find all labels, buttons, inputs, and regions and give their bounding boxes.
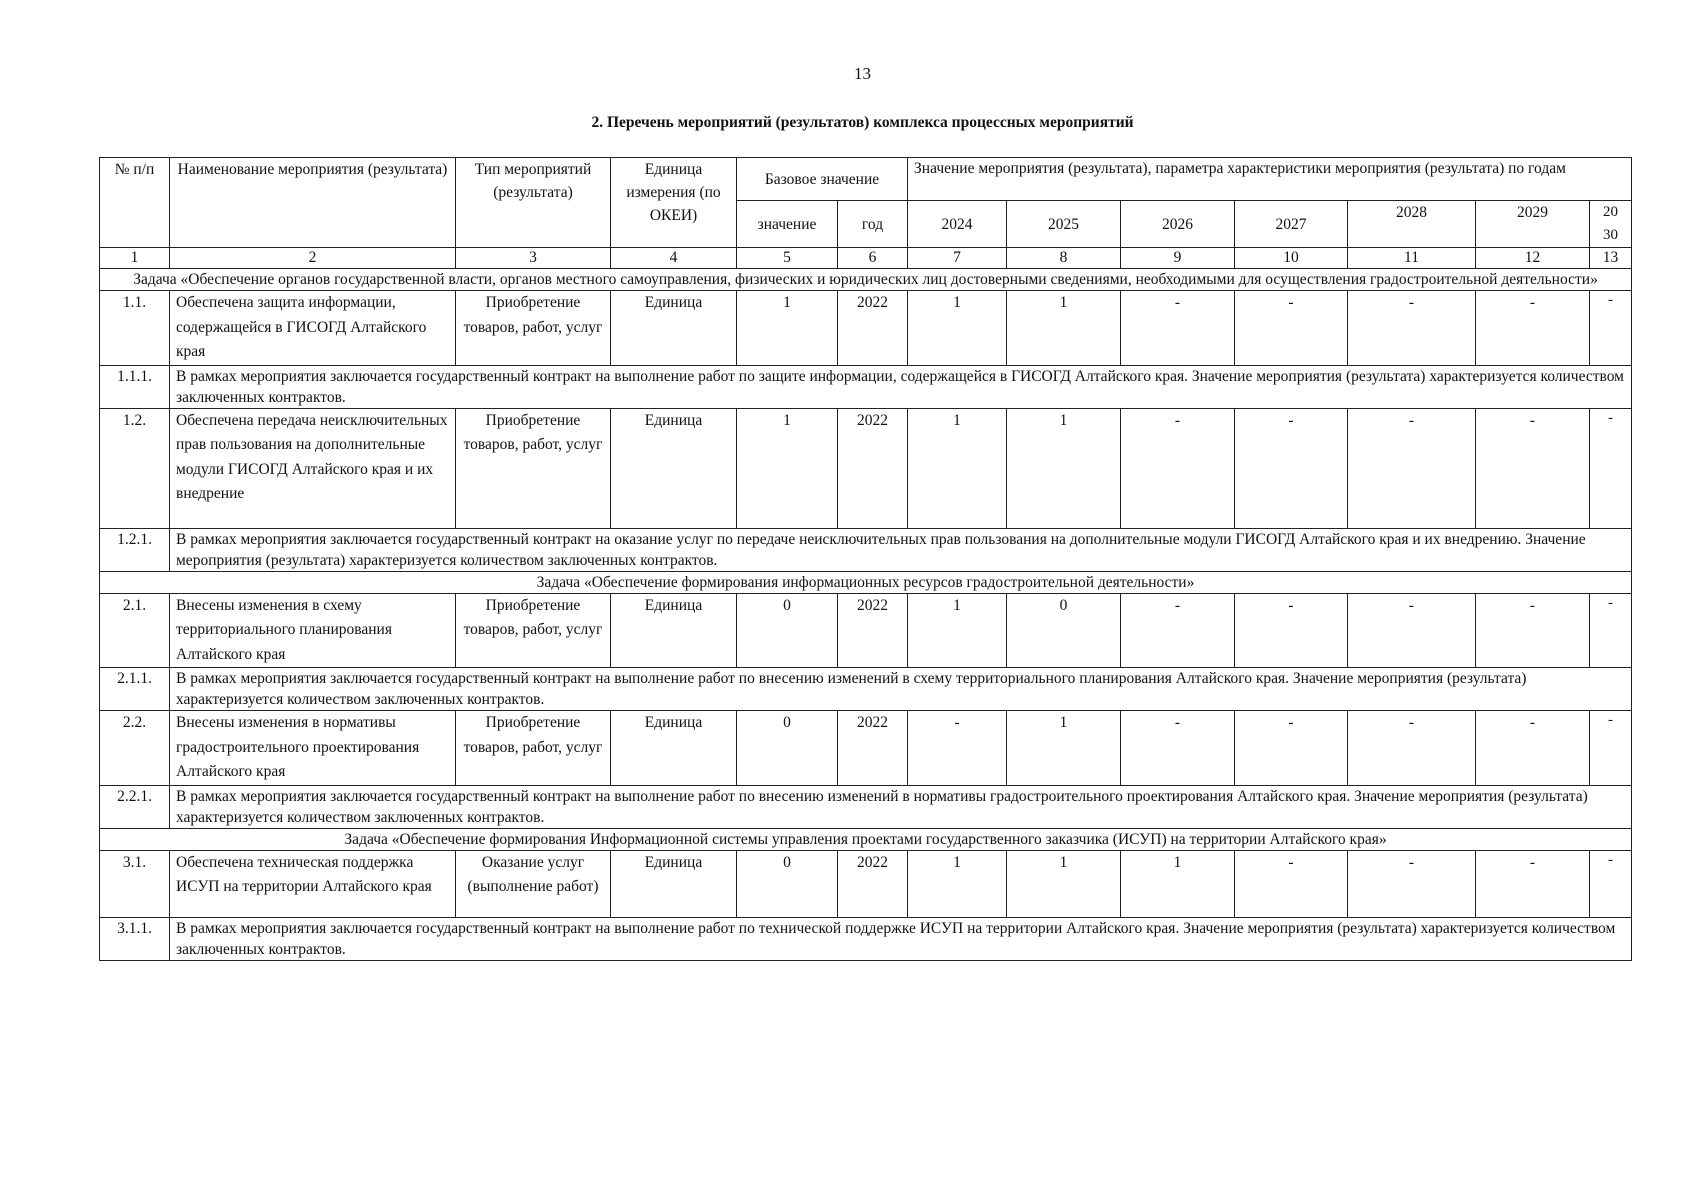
item-base-value: 1 bbox=[737, 291, 838, 366]
col-index: 11 bbox=[1348, 248, 1476, 269]
table-row bbox=[100, 593, 1632, 668]
item-value-2026: - bbox=[1121, 711, 1235, 786]
description-num: 1.1.1. bbox=[100, 365, 170, 408]
header-base-year: год bbox=[838, 201, 908, 248]
item-base-value: 1 bbox=[737, 408, 838, 528]
item-value-2030: - bbox=[1590, 593, 1632, 668]
header-year-2030-bottom: 30 bbox=[1603, 227, 1619, 243]
item-base-value: 0 bbox=[737, 711, 838, 786]
item-base-year: 2022 bbox=[838, 408, 908, 528]
description-text: В рамках мероприятия заключается государственный контракт на выполнение работ по защите информации, содержащейся в ГИСОГД Алтайского края. Значение мероприятия (результата) характеризуется количеством заключенных контрактов. bbox=[170, 365, 1632, 408]
item-name: Обеспечена защита информации, содержащейся в ГИСОГД Алтайского края bbox=[170, 291, 456, 366]
item-value-2029: - bbox=[1476, 593, 1590, 668]
header-year-2027: 2027 bbox=[1235, 201, 1348, 248]
item-value-2029: - bbox=[1476, 850, 1590, 917]
item-value-2024: 1 bbox=[908, 408, 1007, 528]
item-value-2024: 1 bbox=[908, 291, 1007, 366]
item-type: Оказание услуг (выполнение работ) bbox=[456, 850, 611, 917]
task-title: Задача «Обеспечение формирования Информационной системы управления проектами государственного заказчика (ИСУП) на территории Алтайского края» bbox=[100, 828, 1632, 850]
col-index: 12 bbox=[1476, 248, 1590, 269]
measures-table bbox=[99, 157, 1632, 961]
header-base: Базовое значение bbox=[737, 158, 908, 201]
item-base-year: 2022 bbox=[838, 593, 908, 668]
item-value-2025: 1 bbox=[1007, 850, 1121, 917]
item-type: Приобретение товаров, работ, услуг bbox=[456, 291, 611, 366]
task-title: Задача «Обеспечение органов государственной власти, органов местного самоуправления, физических и юридических лиц достоверными сведениями, необходимыми для осуществления градостроительной деятельности» bbox=[100, 269, 1632, 291]
description-row bbox=[100, 917, 1632, 960]
item-value-2029: - bbox=[1476, 711, 1590, 786]
col-index: 2 bbox=[170, 248, 456, 269]
description-num: 2.2.1. bbox=[100, 785, 170, 828]
page-number: 13 bbox=[854, 64, 871, 83]
header-year-2029: 2029 bbox=[1476, 201, 1590, 248]
item-value-2027: - bbox=[1235, 593, 1348, 668]
item-type: Приобретение товаров, работ, услуг bbox=[456, 593, 611, 668]
header-year-2024: 2024 bbox=[908, 201, 1007, 248]
description-num: 2.1.1. bbox=[100, 668, 170, 711]
item-base-value: 0 bbox=[737, 850, 838, 917]
item-num: 2.1. bbox=[100, 593, 170, 668]
item-value-2028: - bbox=[1348, 711, 1476, 786]
item-num: 1.2. bbox=[100, 408, 170, 528]
header-year-2030 bbox=[1590, 201, 1632, 248]
item-value-2025: 1 bbox=[1007, 291, 1121, 366]
header-num: № п/п bbox=[100, 158, 170, 248]
item-unit: Единица bbox=[611, 408, 737, 528]
item-type: Приобретение товаров, работ, услуг bbox=[456, 408, 611, 528]
col-index: 8 bbox=[1007, 248, 1121, 269]
item-name: Внесены изменения в схему территориального планирования Алтайского края bbox=[170, 593, 456, 668]
col-index: 1 bbox=[100, 248, 170, 269]
description-row bbox=[100, 668, 1632, 711]
item-base-value: 0 bbox=[737, 593, 838, 668]
item-value-2026: - bbox=[1121, 408, 1235, 528]
item-value-2029: - bbox=[1476, 408, 1590, 528]
header-year-2030-top: 20 bbox=[1603, 204, 1619, 220]
item-value-2027: - bbox=[1235, 711, 1348, 786]
item-value-2027: - bbox=[1235, 408, 1348, 528]
item-value-2026: 1 bbox=[1121, 850, 1235, 917]
item-unit: Единица bbox=[611, 711, 737, 786]
item-value-2024: 1 bbox=[908, 850, 1007, 917]
description-row bbox=[100, 528, 1632, 571]
task-title: Задача «Обеспечение формирования информационных ресурсов градостроительной деятельности» bbox=[100, 571, 1632, 593]
item-unit: Единица bbox=[611, 850, 737, 917]
task-row bbox=[100, 571, 1632, 593]
item-unit: Единица bbox=[611, 593, 737, 668]
item-base-year: 2022 bbox=[838, 711, 908, 786]
item-value-2024: - bbox=[908, 711, 1007, 786]
document-title: 2. Перечень мероприятий (результатов) комплекса процессных мероприятий bbox=[591, 114, 1134, 131]
item-num: 1.1. bbox=[100, 291, 170, 366]
table-row bbox=[100, 850, 1632, 917]
header-unit: Единица измерения (по ОКЕИ) bbox=[611, 158, 737, 248]
item-value-2030: - bbox=[1590, 291, 1632, 366]
item-name: Внесены изменения в нормативы градостроительного проектирования Алтайского края bbox=[170, 711, 456, 786]
col-index: 7 bbox=[908, 248, 1007, 269]
item-value-2025: 1 bbox=[1007, 408, 1121, 528]
description-text: В рамках мероприятия заключается государственный контракт на оказание услуг по передаче неисключительных прав пользования на дополнительные модули ГИСОГД Алтайского края и их внедрению. Значение мероприятия (результата) характеризуется количеством заключенных контрактов. bbox=[170, 528, 1632, 571]
item-value-2026: - bbox=[1121, 291, 1235, 366]
table-header bbox=[100, 158, 1632, 248]
item-name: Обеспечена передача неисключительных прав пользования на дополнительные модули ГИСОГД Алтайского края и их внедрение bbox=[170, 408, 456, 528]
item-value-2028: - bbox=[1348, 593, 1476, 668]
item-value-2030: - bbox=[1590, 711, 1632, 786]
description-text: В рамках мероприятия заключается государственный контракт на выполнение работ по внесению изменений в схему территориального планирования Алтайского края. Значение мероприятия (результата) характеризуется количеством заключенных контрактов. bbox=[170, 668, 1632, 711]
column-index-row bbox=[100, 248, 1632, 269]
col-index: 4 bbox=[611, 248, 737, 269]
col-index: 13 bbox=[1590, 248, 1632, 269]
item-value-2027: - bbox=[1235, 850, 1348, 917]
table-row bbox=[100, 408, 1632, 528]
item-value-2025: 0 bbox=[1007, 593, 1121, 668]
col-index: 10 bbox=[1235, 248, 1348, 269]
item-base-year: 2022 bbox=[838, 850, 908, 917]
item-value-2028: - bbox=[1348, 850, 1476, 917]
col-index: 9 bbox=[1121, 248, 1235, 269]
task-row bbox=[100, 828, 1632, 850]
item-value-2028: - bbox=[1348, 291, 1476, 366]
description-num: 3.1.1. bbox=[100, 917, 170, 960]
item-value-2025: 1 bbox=[1007, 711, 1121, 786]
header-base-value: значение bbox=[737, 201, 838, 248]
item-value-2026: - bbox=[1121, 593, 1235, 668]
item-value-2030: - bbox=[1590, 408, 1632, 528]
item-value-2024: 1 bbox=[908, 593, 1007, 668]
header-name: Наименование мероприятия (результата) bbox=[170, 158, 456, 248]
header-type: Тип мероприятий (результата) bbox=[456, 158, 611, 248]
item-value-2030: - bbox=[1590, 850, 1632, 917]
description-row bbox=[100, 365, 1632, 408]
item-type: Приобретение товаров, работ, услуг bbox=[456, 711, 611, 786]
description-num: 1.2.1. bbox=[100, 528, 170, 571]
item-value-2027: - bbox=[1235, 291, 1348, 366]
header-year-2026: 2026 bbox=[1121, 201, 1235, 248]
item-value-2028: - bbox=[1348, 408, 1476, 528]
col-index: 6 bbox=[838, 248, 908, 269]
col-index: 5 bbox=[737, 248, 838, 269]
description-text: В рамках мероприятия заключается государственный контракт на выполнение работ по технической поддержке ИСУП на территории Алтайского края. Значение мероприятия (результата) характеризуется количеством заключенных контрактов. bbox=[170, 917, 1632, 960]
item-name: Обеспечена техническая поддержка ИСУП на территории Алтайского края bbox=[170, 850, 456, 917]
description-text: В рамках мероприятия заключается государственный контракт на выполнение работ по внесению изменений в нормативы градостроительного проектирования Алтайского края. Значение мероприятия (результата) характеризуется количеством заключенных контрактов. bbox=[170, 785, 1632, 828]
item-value-2029: - bbox=[1476, 291, 1590, 366]
task-row bbox=[100, 269, 1632, 291]
description-row bbox=[100, 785, 1632, 828]
header-year-2025: 2025 bbox=[1007, 201, 1121, 248]
table-row bbox=[100, 291, 1632, 366]
col-index: 3 bbox=[456, 248, 611, 269]
header-year-2028: 2028 bbox=[1348, 201, 1476, 248]
table-row bbox=[100, 711, 1632, 786]
header-years-group: Значение мероприятия (результата), параметра характеристики мероприятия (результата) по годам bbox=[908, 158, 1632, 201]
item-num: 2.2. bbox=[100, 711, 170, 786]
item-unit: Единица bbox=[611, 291, 737, 366]
item-num: 3.1. bbox=[100, 850, 170, 917]
item-base-year: 2022 bbox=[838, 291, 908, 366]
